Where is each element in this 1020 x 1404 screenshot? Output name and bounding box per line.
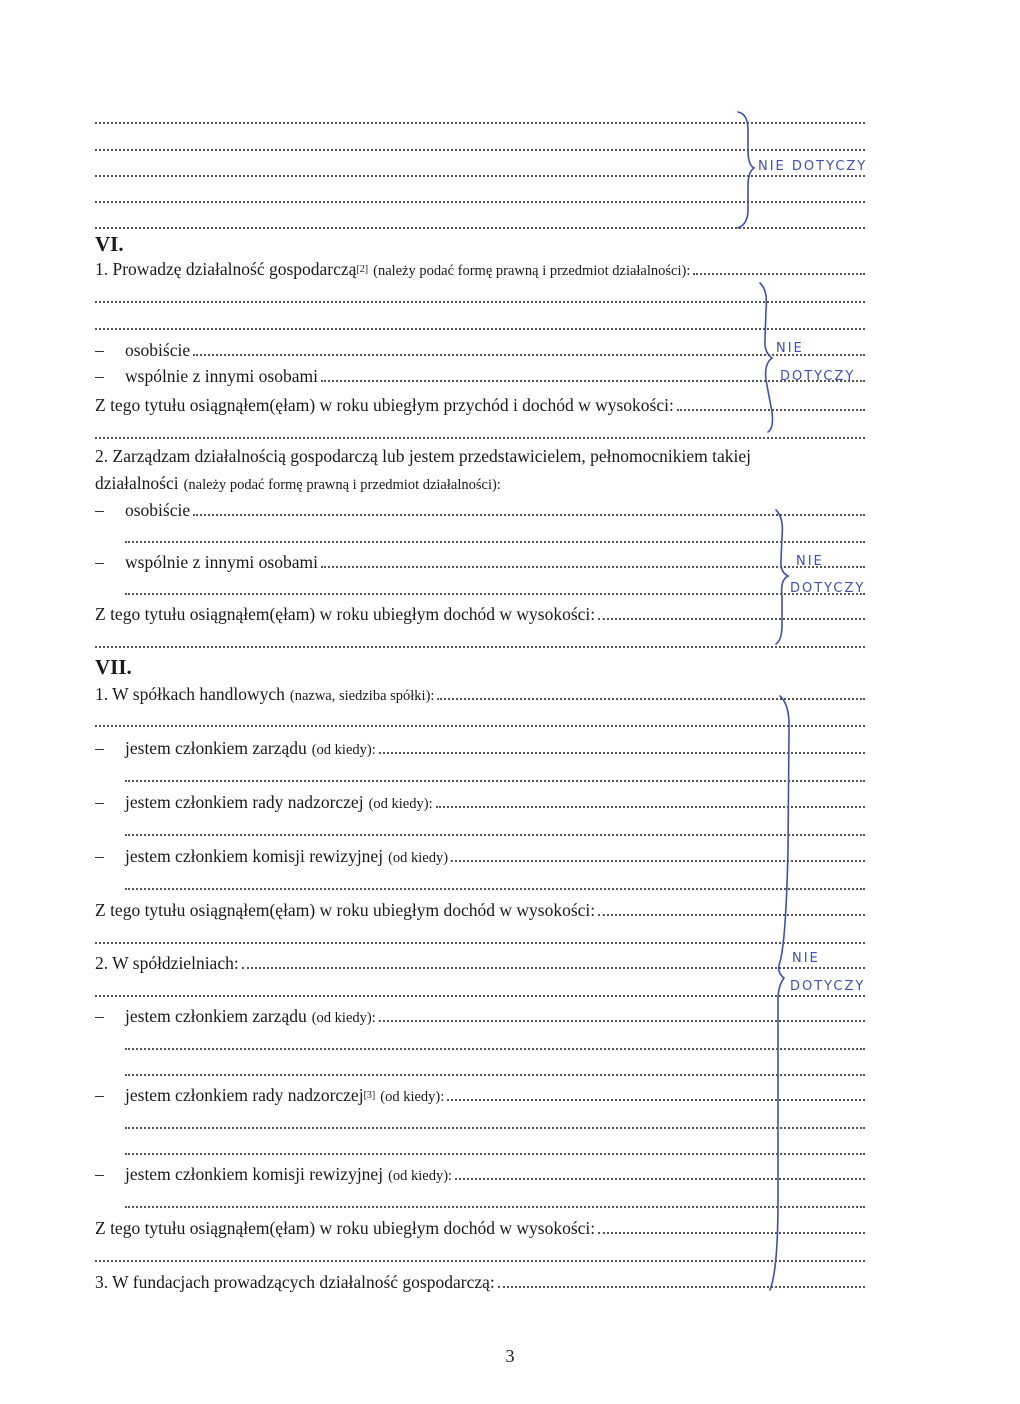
section-heading-vii: VII. [95,655,132,679]
blank-line [95,134,865,156]
blank-line [125,819,865,841]
vi-income-label: Z tego tytułu osiągnąłem(ęłam) w roku ubiegłym przychód i dochód w wysokości: [95,395,674,415]
vi-item-2-line2 [95,472,865,494]
vi-jointly-row [95,365,865,387]
dash: – [95,792,104,812]
blank-line [95,107,865,129]
vi-personally-label: osobiście [125,340,191,360]
page-number: 3 [505,1346,515,1366]
vi-personally2-row [95,499,865,521]
since-note: (od kiedy) [388,850,449,866]
dash: – [95,366,104,386]
vi-item-1-text: 1. Prowadzę działalność gospodarczą [95,259,357,279]
blank-line [125,1138,865,1160]
vii2-supervisory-label: jestem członkiem rady nadzorczej [125,1085,364,1105]
vi-jointly2-label: wspólnie z innymi osobami [125,552,318,572]
vi-jointly-label: wspólnie z innymi osobami [125,366,318,386]
blank-line [95,159,868,182]
footnote-marker: [3] [363,1090,376,1101]
section-heading-vi: VI. [95,232,124,256]
since-note: (od kiedy): [388,1168,453,1184]
annotation-nie: NIE [792,951,820,966]
since-note: (od kiedy): [311,742,376,758]
blank-line [125,1059,865,1081]
dash: – [95,846,104,866]
blank-line [95,927,865,949]
dash: – [95,552,104,572]
vi-personally-row [95,339,865,361]
vii2-income-row [95,1217,865,1239]
blank-line [95,1245,865,1267]
vi-item-2-text-cont: działalności [95,473,179,493]
blank-line [95,980,865,1002]
annotation-dotyczy: DOTYCZY [790,581,866,596]
blank-line [125,1033,865,1055]
dash: – [95,1164,104,1184]
dash: – [95,738,104,758]
dash: – [95,1006,104,1026]
vii-audit-row [95,845,865,867]
vii-item-3-text: 3. W fundacjach prowadzących działalność gospodarczą: [95,1272,495,1292]
blank-line [125,578,865,600]
annotation-nie-dotyczy: NIE DOTYCZY [758,159,868,174]
vii-board-label: jestem członkiem zarządu [125,738,307,758]
vi-item-2-line1 [95,445,865,467]
blank-line [125,526,865,548]
vii-board-row [95,737,865,759]
dash: – [95,500,104,520]
vii2-board-label: jestem członkiem zarządu [125,1006,307,1026]
vii-item-2 [95,952,865,974]
blank-line [95,212,865,234]
vi-item-2-note: (należy podać formę prawną i przedmiot działalności): [183,477,501,493]
vii-income-row [95,899,865,921]
vii2-board-row [95,1005,865,1027]
vii-item-1-note: (nazwa, siedziba spółki): [289,688,435,704]
dash: – [95,340,104,360]
vii2-supervisory-row [95,1084,865,1106]
vi-item-1 [95,258,865,280]
vii-item-2-text: 2. W spółdzielniach: [95,953,239,973]
vii2-income-label: Z tego tytułu osiągnąłem(ęłam) w roku ubiegłym dochód w wysokości: [95,1218,596,1238]
vii2-audit-row [95,1163,865,1185]
vi-personally2-label: osobiście [125,500,191,520]
footnote-marker: [2] [356,264,369,275]
vi-income-row [95,394,865,416]
blank-line [125,1191,865,1213]
annotation-dotyczy: DOTYCZY [790,979,866,994]
blank-line [95,186,865,208]
vii-item-1-text: 1. W spółkach handlowych [95,684,285,704]
vi-income2-row [95,603,865,625]
vii-supervisory-label: jestem członkiem rady nadzorczej [125,792,364,812]
since-note: (od kiedy): [311,1010,376,1026]
vii-audit-label: jestem członkiem komisji rewizyjnej [125,846,384,866]
vi-item-1-note: (należy podać formę prawną i przedmiot działalności): [373,263,691,279]
annotation-dotyczy: DOTYCZY [780,369,856,384]
blank-line [95,710,865,732]
annotation-nie: NIE [796,554,824,569]
vii-income-label: Z tego tytułu osiągnąłem(ęłam) w roku ubiegłym dochód w wysokości: [95,900,596,920]
vi-jointly2-row [95,551,865,573]
vi-item-2-text: 2. Zarządzam działalnością gospodarczą lub jestem przedstawicielem, pełnomocnikiem takiej [95,446,751,466]
vii-item-1 [95,683,865,705]
blank-line [125,765,865,787]
since-note: (od kiedy): [380,1089,445,1105]
dash: – [95,1085,104,1105]
blank-line [95,313,865,335]
since-note: (od kiedy): [368,796,433,812]
vi-income2-label: Z tego tytułu osiągnąłem(ęłam) w roku ubiegłym dochód w wysokości: [95,604,596,624]
blank-line [95,631,865,653]
blank-line [95,286,865,308]
annotation-nie: NIE [776,341,804,356]
vii-item-3 [95,1271,865,1293]
vii-supervisory-row [95,791,865,813]
blank-line [125,873,865,895]
vii2-audit-label: jestem członkiem komisji rewizyjnej [125,1164,384,1184]
blank-line [125,1112,865,1134]
blank-line [95,422,865,444]
